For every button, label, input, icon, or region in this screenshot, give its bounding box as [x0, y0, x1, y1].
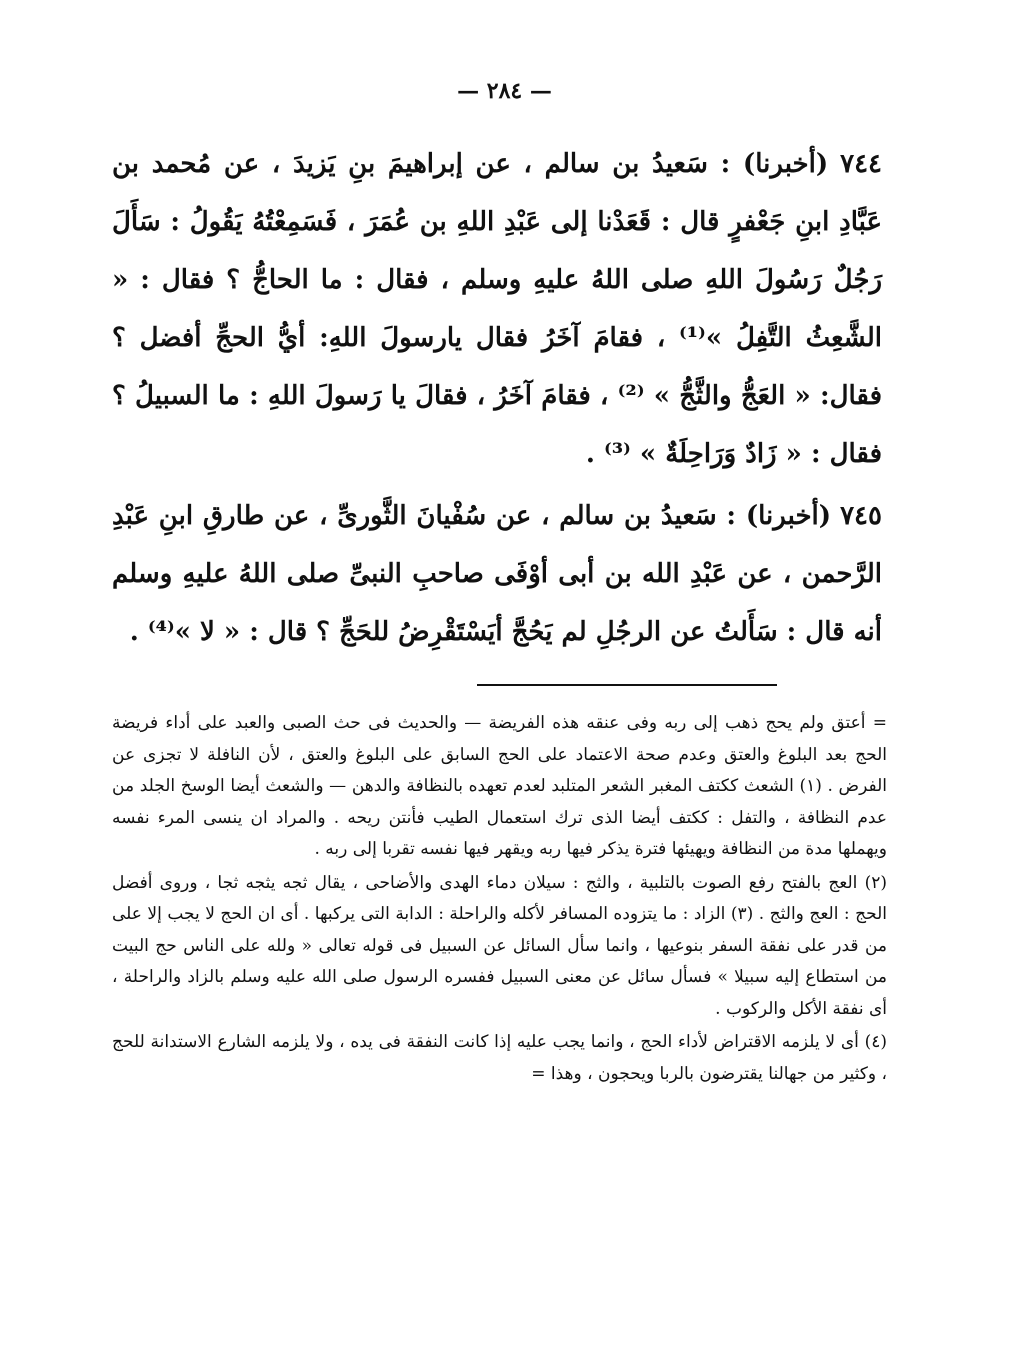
hadith-number: ٧٤٥	[840, 501, 882, 531]
main-text	[112, 135, 882, 665]
hadith-text: (أخبرنا) : سَعيدُ بن سالم ، عن إبراهيمَ بنِ يَزيدَ ، عن مُحمد بن عَبَّادِ ابنِ جَعْفرٍ قال : قَعَدْنا إلى عَبْدِ اللهِ بن عُمَرَ ، فَسَمِعْتُهُ يَقُولُ : سَأَلَ رَجُلٌ رَسُولَ اللهِ صلى اللهُ عليهِ وسلم ، فقال : ما الحاجُّ ؟ فقال : « الشَّعِثُ التَّفِلُ »⁽¹⁾ ، فقامَ آخَرُ فقال يارسولَ اللهِ: أيُّ الحجِّ أفضل ؟فقال: « العَجُّ والثَّجُّ » ⁽²⁾ ، فقامَ آخَرُ ، فقالَ يا رَسولَ اللهِ : ما السبيلُ ؟ فقال : « زَادٌ وَرَاحِلَةٌ » ⁽³⁾ .	[112, 149, 883, 469]
page-number: — ٢٨٤ —	[457, 78, 552, 104]
hadith-paragraph	[112, 487, 882, 661]
footnote: (٢) العج بالفتح رفع الصوت بالتلبية ، والثج : سيلان دماء الهدى والأضاحى ، يقال ثجه يثجه ثجا ، وروى أفضل الحج : العج والثج . (٣) الزاد : ما يتزوده المسافر لأكله والراحلة : الدابة التى يركبها . أى ان الحج لا يجب إلا على من قدر على نفقة السفر بنوعيها ، وانما سأل السائل عن السبيل فى قوله تعالى « ولله على الناس حج البيت من استطاع إليه سبيلا » فسأل سائل عن معنى السبيل ففسره الرسول صلى الله عليه وسلم بالزاد والراحلة ، أى نفقة الأكل والركوب .	[112, 872, 887, 1019]
hadith-number: ٧٤٤	[840, 149, 883, 179]
hadith-text: (أخبرنا) : سَعيدُ بن سالم ، عن سُفْيانَ الثَّورىِّ ، عن طارقِ ابنِ عَبْدِ الرَّحمن ، عن عَبْدِ الله بن أبى أوْفَى صاحبِ النبىِّ صلى اللهُ عليهِ وسلم أنه قال : سَأَلتُ عن الرجُلِ لم يَحُجَّ أيَسْتَقْرِضُ للحَجِّ ؟ قال : « لا »⁽⁴⁾ .	[112, 501, 882, 647]
hadith-paragraph	[112, 135, 882, 483]
footnotes	[112, 708, 887, 1092]
footnote: (٤) أى لا يلزمه الاقتراض لأداء الحج ، وانما يجب عليه إذا كانت النفقة فى يده ، ولا يلزمه الشارع الاستدانة للحج ، وكثير من جهالنا يقترضون بالربا ويحجون ، وهذا =	[112, 1032, 887, 1084]
footnote-divider	[477, 684, 777, 686]
footnote: = أعتق ولم يحج ذهب إلى ربه وفى عنقه هذه الفريضة — والحديث فى حث الصبى والعبد على أداء فريضة الحج بعد البلوغ والعتق وعدم صحة الاعتماد على الحج السابق على البلوغ والعتق ، لأن النافلة لا تجزى عن الفرض . (١) الشعث ككتف المغبر الشعر المتلبد لعدم تعهده بالنظافة والدهن — والشعث أيضا الوسخ الجلد من عدم النظافة ، والتفل : ككتف أيضا الذى ترك استعمال الطيب فأنتن ريحه . والمراد ان ينسى المرء نفسه ويهملها مدة من النظافة ويهيئها فترة يذكر فيها ربه ويقهر فيها نفسه تقربا إلى ربه .	[112, 713, 887, 859]
